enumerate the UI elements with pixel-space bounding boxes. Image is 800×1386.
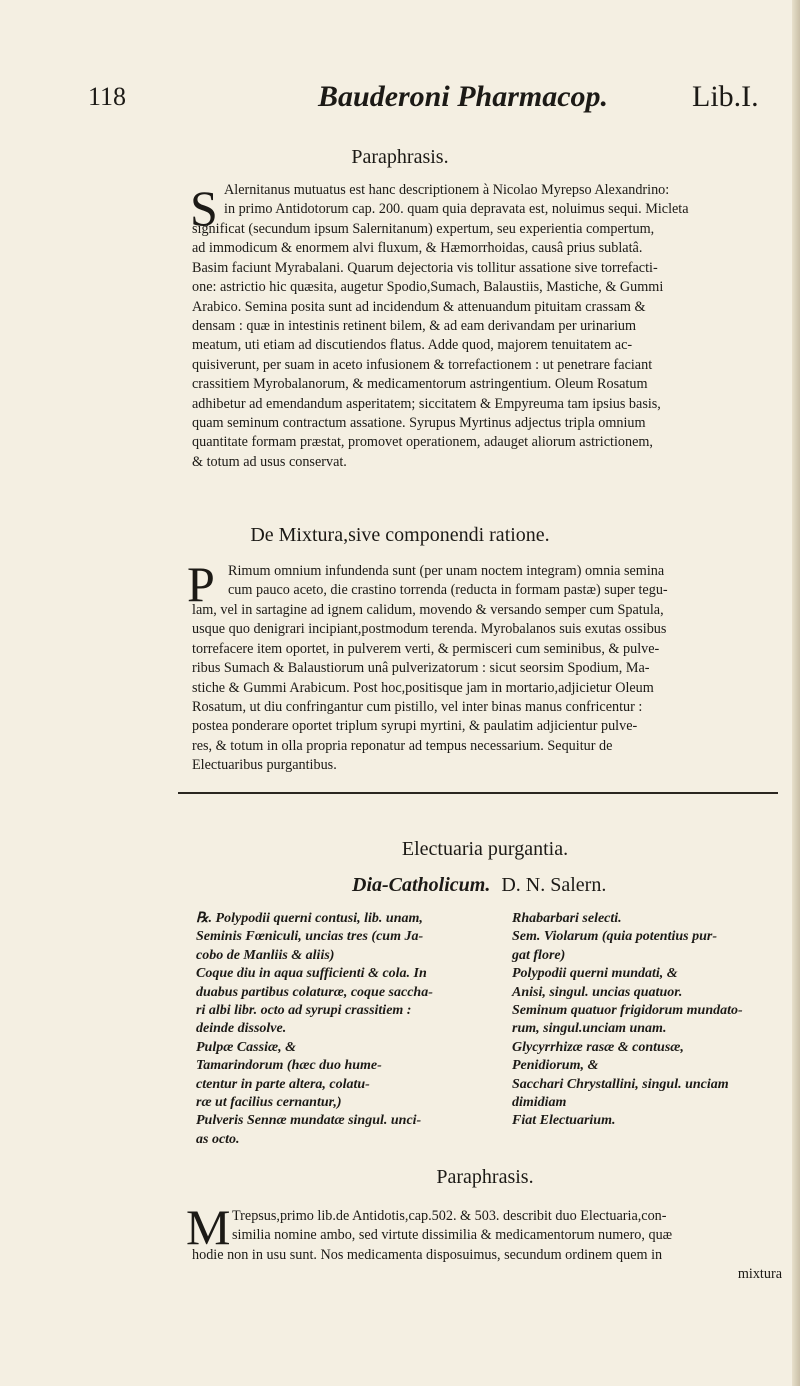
- text-line: Pulpæ Cassiæ, &: [196, 1039, 296, 1055]
- section-divider: [178, 792, 778, 794]
- recipe-left-column: [196, 910, 496, 1149]
- text-line: torrefacere item oportet, in pulverem verti, & permisceri cum seminibus, & pulve-: [192, 640, 660, 657]
- text-line: hodie non in usu sunt. Nos medicamenta disposuimus, secundum ordinem quem in: [192, 1247, 663, 1263]
- text-line: ribus Sumach & Balaustiorum unâ pulverizatorum : sicut seorsim Spodium, Ma-: [192, 660, 650, 677]
- running-header: [0, 76, 800, 116]
- section-heading-mixtura: De Mixtura,sive componendi ratione.: [250, 524, 550, 546]
- text-line: postea ponderare oportet triplum syrupi myrtini, & paulatim adjicientur pulve-: [192, 718, 638, 735]
- text-line: Polypodii querni mundati, &: [512, 966, 678, 982]
- text-line: as octo.: [196, 1131, 240, 1147]
- mixtura-text-continued: [192, 601, 782, 776]
- dropcap-p: P: [187, 556, 215, 612]
- text-line: ad immodicum & enormem alvi fluxum, & Hæmorrhoidas, causâ prius sublatâ.: [192, 240, 643, 257]
- recipe-name: Dia-Catholicum.: [352, 874, 491, 896]
- text-line: Seminis Fœniculi, uncias tres (cum Ja-: [196, 929, 424, 945]
- paraphrasis-2-text: [232, 1207, 782, 1246]
- text-line: & totum ad usus conservat.: [192, 453, 347, 470]
- page-number: 118: [88, 82, 127, 111]
- text-line: stiche & Gummi Arabicum. Post hoc,positisque jam in mortario,adjicietur Oleum: [192, 679, 654, 696]
- paraphrasis-2-text-continued: [192, 1246, 782, 1285]
- text-line: Seminum quatuor frigidorum mundato-: [512, 1003, 743, 1019]
- text-line: adhibetur ad emendandum asperitatem; siccitatem & Empyreuma tam ipsius basis,: [192, 395, 661, 412]
- text-line: Alernitanus mutuatus est hanc descriptionem à Nicolao Myrepso Alexandrino:: [224, 182, 670, 198]
- text-line: significat (secundum ipsum Salernitanum) expertum, seu experientia compertum,: [192, 221, 655, 237]
- recipe-attribution: D. N. Salern.: [501, 874, 607, 896]
- text-line: Sem. Violarum (quia potentius pur-: [512, 929, 717, 945]
- text-line: ri albi libr. octo ad syrupi crassitiem :: [196, 1003, 412, 1019]
- text-line: Tamarindorum (hæc duo hume-: [196, 1058, 382, 1074]
- text-line: Electuaribus purgantibus.: [192, 757, 337, 774]
- text-line: Rosatum, ut diu confringantur cum pistillo, vel inter binas manus confricentur :: [192, 699, 643, 716]
- text-line: Pulveris Sennæ mundatæ singul. unci-: [196, 1113, 422, 1129]
- text-line: mixtura: [737, 1266, 782, 1283]
- text-line: Penidiorum, &: [512, 1058, 599, 1074]
- text-line: quisiverunt, per suam in aceto infusionem & torrefactionem : ut penetrare faciant: [192, 356, 653, 373]
- text-line: Fiat Electuarium.: [512, 1113, 616, 1129]
- text-line: deinde dissolve.: [196, 1021, 287, 1037]
- dropcap-m: M: [186, 1199, 231, 1255]
- text-line: cum pauco aceto, die crastino torrenda (reducta in formam pastæ) super tegu-: [228, 582, 668, 599]
- mixtura-text: [228, 562, 782, 601]
- text-line: gat flore): [512, 947, 566, 963]
- text-line: duabus partibus colaturæ, coque saccha-: [196, 984, 433, 1000]
- text-line: usque quo denigrari incipiant,postmodum terenda. Myrobalanos suis exutas ossibus: [192, 621, 667, 638]
- text-line: quam seminum contractum assatione. Syrupus Myrtinus adjectus tripla omnium: [192, 415, 646, 432]
- dropcap-s: S: [190, 180, 218, 236]
- text-line: res, & totum in olla propria reponatur ad tempus necessarium. Sequitur de: [192, 737, 613, 754]
- text-line: rum, singul.unciam unam.: [512, 1021, 667, 1037]
- text-line: meatum, uti etiam ad discutiendos flatus. Adde quod, majorem tenuitatem ac-: [192, 337, 633, 354]
- text-line: Rimum omnium infundenda sunt (per unam noctem integram) omnia semina: [228, 563, 665, 579]
- text-line: lam, vel in sartagine ad ignem calidum, movendo & versando semper cum Spatula,: [192, 602, 664, 618]
- paraphrasis-1-text: [224, 181, 782, 220]
- text-line: Arabico. Semina posita sunt ad incidendum & attenuandum pituitam crassam &: [192, 298, 646, 315]
- page-edge: [792, 0, 800, 1386]
- text-line: quantitate formam præstat, promovet operationem, adauget aliorum astrictionem,: [192, 434, 653, 451]
- paraphrasis-1-text-continued: [192, 220, 782, 472]
- recipe-title: [352, 874, 606, 897]
- text-line: similia nomine ambo, sed virtute dissimilia & medicamentorum numero, quæ: [232, 1227, 673, 1244]
- text-line: ctentur in parte altera, colatu-: [196, 1076, 370, 1092]
- text-line: cobo de Manliis & aliis): [196, 947, 335, 963]
- recipe-right-column: [512, 910, 787, 1131]
- section-heading-electuaria: Electuaria purgantia.: [401, 838, 569, 860]
- text-line: in primo Antidotorum cap. 200. quam quia depravata est, noluimus sequi. Micleta: [224, 201, 689, 218]
- text-line: Basim faciunt Myrabalani. Quarum dejectoria vis tollitur assatione sive torrefacti-: [192, 259, 658, 276]
- running-title: Bauderoni Pharmacop.: [318, 80, 609, 113]
- section-heading-paraphrasis-2: Paraphrasis.: [436, 1166, 534, 1188]
- text-line: ℞. Polypodii querni contusi, lib. unam,: [196, 911, 423, 926]
- section-heading-paraphrasis-1: Paraphrasis.: [351, 146, 449, 168]
- text-line: Rhabarbari selecti.: [512, 911, 622, 926]
- book-label: Lib.I.: [692, 80, 759, 113]
- text-line: dimidiam: [512, 1095, 567, 1111]
- text-line: Anisi, singul. uncias quatuor.: [512, 984, 683, 1000]
- text-line: Trepsus,primo lib.de Antidotis,cap.502. & 503. describit duo Electuaria,con-: [232, 1208, 667, 1224]
- text-line: crassitiem Myrobalanorum, & medicamentorum astringentium. Oleum Rosatum: [192, 376, 648, 393]
- text-line: Glycyrrhizæ rasæ & contusæ,: [512, 1039, 684, 1055]
- text-line: one: astrictio hic quæsita, augetur Spodio,Sumach, Balaustiis, Mastiche, & Gummi: [192, 279, 664, 296]
- text-line: densam : quæ in intestinis retinent bilem, & ad eam derivandam per urinarium: [192, 318, 637, 335]
- text-line: Sacchari Chrystallini, singul. unciam: [512, 1076, 729, 1092]
- text-line: ræ ut facilius cernantur,): [196, 1095, 342, 1111]
- text-line: Coque diu in aqua sufficienti & cola. In: [196, 966, 427, 982]
